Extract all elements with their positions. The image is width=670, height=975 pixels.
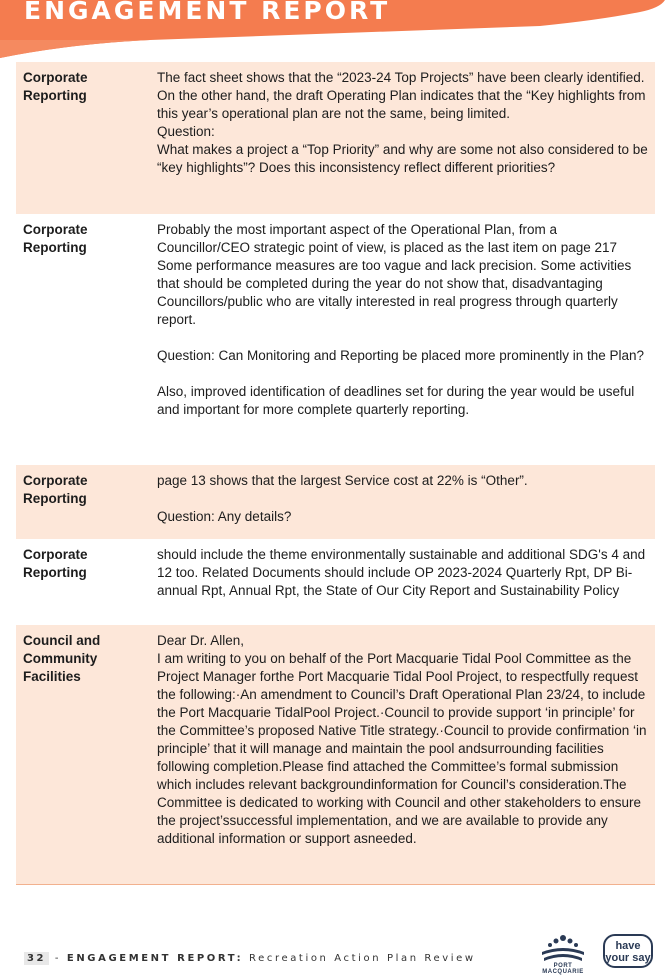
council-logo-text: PORT MACQUARIE <box>542 963 584 975</box>
row-category: Corporate Reporting <box>23 473 88 506</box>
row-comment: page 13 shows that the largest Service cost at 22% is “Other”. Question: Any details? <box>157 473 528 524</box>
row-category: Corporate Reporting <box>23 222 88 255</box>
page-footer <box>24 953 476 964</box>
table-row <box>16 465 655 539</box>
footer-report-subtitle: Recreation Action Plan Review <box>249 953 476 964</box>
row-category: Corporate Reporting <box>23 547 88 580</box>
row-category: Corporate Reporting <box>23 70 88 103</box>
header-banner <box>0 0 670 62</box>
table-row <box>16 214 655 465</box>
footer-report-label: ENGAGEMENT REPORT: <box>66 953 244 964</box>
table-row <box>16 62 655 214</box>
have-your-say-text: have your say <box>605 940 651 964</box>
row-comment: Dear Dr. Allen, I am writing to you on behalf of the Port Macquarie Tidal Pool Committee as the Project Manager forthe Port Macquarie Tidal Pool Project, to respectfully request the following:·An amendment to Council’s Draft Operational Plan 23/24, to include the Port Macquarie TidalPool Project.·Council to provide support ‘in principle’ for the Committee’s proposed Native Title strategy.·Council to provide confirmation ‘in principle’ that it will manage and maintain the pool andsurrounding facilities following completion.Please find attached the Committee’s formal submission which includes relevant backgroundinformation for Council’s consideration.The Committee is dedicated to working with Council and other stakeholders to ensure the project’ssuccessful implementation, and we are available to provide any additional information or support asneeded. <box>157 633 647 846</box>
page-number: 32 <box>24 952 49 965</box>
engagement-table <box>16 62 655 885</box>
table-row <box>16 539 655 625</box>
row-comment: The fact sheet shows that the “2023-24 Top Projects” have been clearly identified. On the other hand, the draft Operating Plan indicates that the “Key highlights from this year’s operational plan are not the same, being limited. Question: What makes a project a “Top Priority” and why are some not also considered to be “key highlights”? Does this inconsistency reflect different priorities? <box>157 70 648 175</box>
row-comment: Probably the most important aspect of the Operational Plan, from a Councillor/CEO strategic point of view, is placed as the last item on page 217 Some performance measures are too vague and lack precision. Some activities that should be completed during the year do not show that, disadvantaging Councillors/public who are vitally interested in real progress through quarterly report. Question: Can Monitoring and Reporting be placed more prominently in the Plan? Also, improved identification of deadlines set for during the year would be useful and important for more complete quarterly reporting. <box>157 222 645 417</box>
page-title: ENGAGEMENT REPORT <box>24 0 391 25</box>
table-row <box>16 625 655 885</box>
have-your-say-logo <box>603 934 653 968</box>
row-comment: should include the theme environmentally sustainable and additional SDG's 4 and 12 too. Related Documents should include OP 2023-2024 Quarterly Rpt, DP Bi-annual Rpt, Annual Rpt, the State of Our City Report and Sustainability Policy <box>157 547 646 598</box>
footer-separator: - <box>54 953 62 964</box>
row-category: Council and Community Facilities <box>23 633 101 684</box>
